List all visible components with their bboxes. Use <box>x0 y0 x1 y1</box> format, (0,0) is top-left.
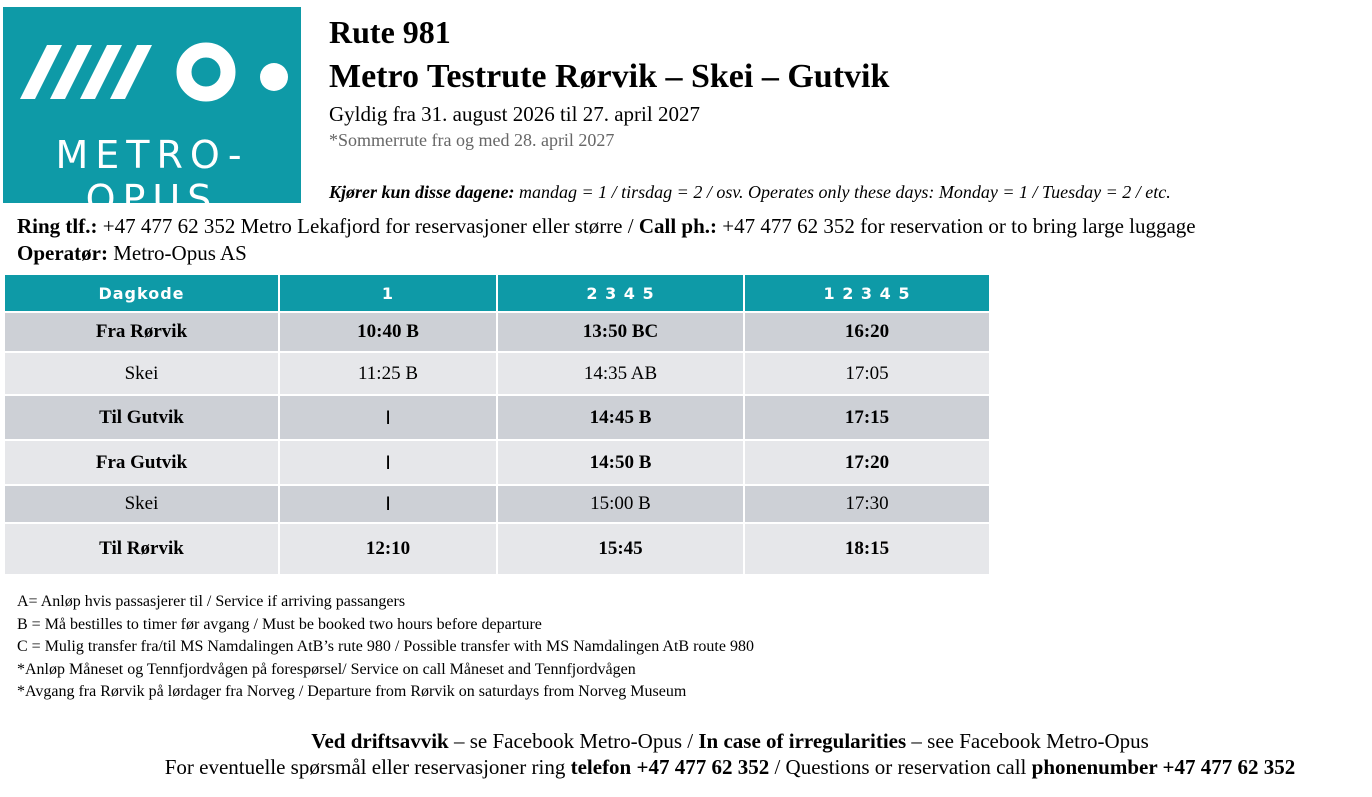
questions-notice <box>0 755 1372 780</box>
departure-time: 17:30 <box>744 485 990 523</box>
departure-time: 17:20 <box>744 440 990 485</box>
table-row <box>4 523 990 575</box>
departure-time: 14:45 B <box>497 395 744 440</box>
irregularities-label-no: Ved driftsavvik <box>311 729 449 753</box>
departure-time: 17:05 <box>744 352 990 395</box>
footnote-a: A= Anløp hvis passasjerer til / Service if arriving passangers <box>17 593 406 610</box>
call-label: Call ph.: <box>638 214 718 238</box>
header-col-3: 1 2 3 4 5 <box>744 274 990 312</box>
stop-name: Skei <box>4 352 279 395</box>
irregularities-notice <box>0 729 1372 754</box>
table-row <box>4 440 990 485</box>
questions-text-no: For eventuelle spørsmål eller reservasjoner ring <box>164 755 571 779</box>
departure-time: 13:50 BC <box>497 312 744 352</box>
operating-days-label: Kjører kun disse dagene: <box>329 182 515 202</box>
stop-name: Skei <box>4 485 279 523</box>
phone-en: phonenumber +47 477 62 352 <box>1031 755 1296 779</box>
timetable <box>3 273 991 576</box>
irregularities-label-en: In case of irregularities <box>698 729 907 753</box>
departure-time: 16:20 <box>744 312 990 352</box>
departure-time: 14:35 AB <box>497 352 744 395</box>
logo-wordmark: METRO-OPUS <box>55 133 249 221</box>
call-text: +47 477 62 352 for reservation or to bring large luggage <box>717 214 1196 238</box>
metro-opus-logo-mark <box>3 7 301 127</box>
departure-time: 17:15 <box>744 395 990 440</box>
departure-time: 10:40 B <box>279 312 497 352</box>
footnote-c: C = Mulig transfer fra/til MS Namdalingen AtB’s rute 980 / Possible transfer with MS Namdalingen AtB route 980 <box>17 638 754 655</box>
header-col-2: 2 3 4 5 <box>497 274 744 312</box>
footnote-saturday: *Avgang fra Rørvik på lørdager fra Norveg / Departure from Rørvik on saturdays from Norveg Museum <box>17 683 687 700</box>
summer-note: *Sommerrute fra og med 28. april 2027 <box>329 130 615 150</box>
table-row <box>4 312 990 352</box>
validity-period: Gyldig fra 31. august 2026 til 27. april 2027 <box>329 102 700 126</box>
operating-days-text: mandag = 1 / tirsdag = 2 / osv. Operates only these days: Monday = 1 / Tuesday = 2 / etc. <box>514 182 1171 202</box>
no-stop-marker: I <box>279 440 497 485</box>
departure-time: 18:15 <box>744 523 990 575</box>
no-stop-marker: I <box>279 485 497 523</box>
irregularities-text-no: – se Facebook Metro-Opus / <box>448 729 699 753</box>
irregularities-text-en: – see Facebook Metro-Opus <box>906 729 1149 753</box>
timetable-header-row <box>4 274 990 312</box>
operator-name: Metro-Opus AS <box>107 241 247 265</box>
footnote-on-request: *Anløp Måneset og Tennfjordvågen på forespørsel/ Service on call Måneset and Tennfjordvågen <box>17 660 636 678</box>
stop-name: Fra Rørvik <box>4 312 279 352</box>
route-name: Metro Testrute Rørvik – Skei – Gutvik <box>329 58 890 95</box>
stop-name: Fra Gutvik <box>4 440 279 485</box>
header-col-1: 1 <box>279 274 497 312</box>
phone-no: telefon +47 477 62 352 <box>570 755 770 779</box>
stop-name: Til Gutvik <box>4 395 279 440</box>
table-row <box>4 395 990 440</box>
contact-line <box>17 214 1196 239</box>
ring-text: +47 477 62 352 Metro Lekafjord for reservasjoner eller større / <box>97 214 639 238</box>
table-row <box>4 352 990 395</box>
questions-text-en: / Questions or reservation call <box>769 755 1032 779</box>
operator-label: Operatør: <box>17 241 108 265</box>
ring-label: Ring tlf.: <box>17 214 98 238</box>
footnotes <box>17 591 754 704</box>
departure-time: 15:45 <box>497 523 744 575</box>
operator-line <box>17 241 247 266</box>
footnote-b: B = Må bestilles to timer før avgang / Must be booked two hours before departure <box>17 615 542 633</box>
no-stop-marker: I <box>279 395 497 440</box>
table-row <box>4 485 990 523</box>
departure-time: 15:00 B <box>497 485 744 523</box>
departure-time: 11:25 B <box>279 352 497 395</box>
route-number: Rute 981 <box>329 14 451 50</box>
operating-days <box>329 182 1171 203</box>
metro-opus-logo <box>3 7 301 221</box>
header-daycode: Dagkode <box>4 274 279 312</box>
departure-time: 12:10 <box>279 523 497 575</box>
departure-time: 14:50 B <box>497 440 744 485</box>
stop-name: Til Rørvik <box>4 523 279 575</box>
